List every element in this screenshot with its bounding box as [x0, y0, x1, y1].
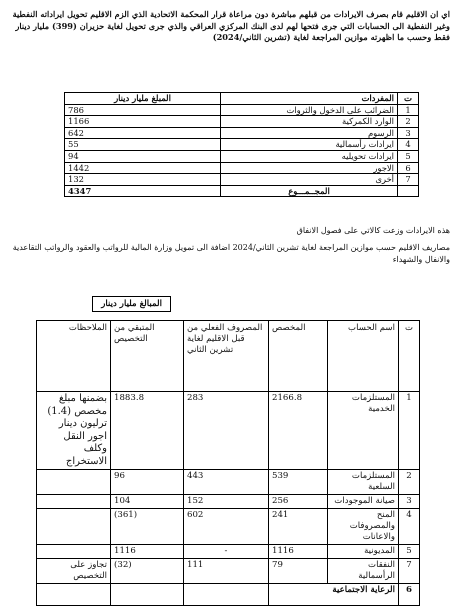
row-num: 1 [398, 104, 419, 116]
row-item: الاجور [221, 162, 398, 174]
header-item: المفردات [221, 93, 398, 105]
row-num: 1 [399, 392, 420, 470]
row-num: 6 [399, 584, 420, 606]
row-allocated: 539 [269, 470, 328, 495]
row-account: المستلزمات السلعية [328, 470, 399, 495]
table-row [65, 139, 419, 151]
row-num: 3 [398, 127, 419, 139]
row-num: 4 [398, 139, 419, 151]
row-num: 2 [399, 470, 420, 495]
revenue-table [64, 92, 419, 197]
table-row [37, 559, 420, 584]
table-row [37, 470, 420, 495]
header-num: ت [398, 93, 419, 105]
table-row [37, 545, 420, 559]
header-notes: الملاحظات [37, 321, 111, 392]
row-num: 3 [399, 495, 420, 509]
spending-table-header [37, 321, 420, 392]
row-amount: 55 [65, 139, 221, 151]
distribution-text: هذه الايرادات وزعت كالاتي على فصول الانفاق [296, 226, 450, 235]
row-item: الضرائب على الدخول والثروات [221, 104, 398, 116]
row-num: 5 [398, 150, 419, 162]
row-account: صيانة الموجودات [328, 495, 399, 509]
revenue-table-header [65, 93, 419, 105]
table-row [65, 150, 419, 162]
row-item: أخرى [221, 174, 398, 186]
row-spent: - [184, 545, 269, 559]
row-remaining [111, 584, 184, 606]
table-row [65, 127, 419, 139]
total-label: المجــمـــوع [221, 185, 398, 197]
row-spent: 602 [184, 509, 269, 545]
table-row [37, 509, 420, 545]
row-amount: 94 [65, 150, 221, 162]
row-notes [37, 470, 111, 495]
table-row [65, 162, 419, 174]
row-notes [37, 545, 111, 559]
row-notes: تجاوز على التخصيص [37, 559, 111, 584]
row-notes [37, 495, 111, 509]
row-amount: 1166 [65, 116, 221, 128]
row-remaining: (361) [111, 509, 184, 545]
row-remaining: 104 [111, 495, 184, 509]
table-row [65, 116, 419, 128]
row-spent [184, 584, 269, 606]
row-account: المديونية [328, 545, 399, 559]
header-num: ت [399, 321, 420, 392]
row-notes [37, 584, 111, 606]
row-num: 4 [399, 509, 420, 545]
row-num: 6 [398, 162, 419, 174]
row-account: النفقات الرأسمالية [328, 559, 399, 584]
row-spent: 283 [184, 392, 269, 470]
row-num: 5 [399, 545, 420, 559]
table-row [37, 392, 420, 470]
total-num [398, 185, 419, 197]
row-item: الوارد الكمركية [221, 116, 398, 128]
row-remaining: 1883.8 [111, 392, 184, 470]
row-remaining: 1116 [111, 545, 184, 559]
row-allocated: 256 [269, 495, 328, 509]
row-item: الرسوم [221, 127, 398, 139]
spending-table [36, 320, 420, 606]
row-allocated: 2166.8 [269, 392, 328, 470]
header-spent: المصروف الفعلي من قبل الاقليم لغاية تشرين الثاني [184, 321, 269, 392]
row-num: 7 [399, 559, 420, 584]
row-amount: 642 [65, 127, 221, 139]
table-row [37, 584, 420, 606]
row-amount: 786 [65, 104, 221, 116]
row-amount: 1442 [65, 162, 221, 174]
header-amount: المبلغ مليار دينار [65, 93, 221, 105]
total-amount: 4347 [65, 185, 221, 197]
row-account: المستلزمات الخدمية [328, 392, 399, 470]
row-account: الرعاية الاجتماعية [269, 584, 399, 606]
total-row [65, 185, 419, 197]
expenditure-text: مصاريف الاقليم حسب موازين المراجعة لغاية تشرين الثاني/2024 اضافة الى تمويل وزارة المالية للرواتب والعقود والرواتب التقاعدية والانفال والشهداء [12, 243, 450, 264]
header-account: اسم الحساب [328, 321, 399, 392]
row-spent: 443 [184, 470, 269, 495]
row-item: ايرادات تحويليه [221, 150, 398, 162]
row-spent: 152 [184, 495, 269, 509]
row-remaining: 96 [111, 470, 184, 495]
row-account: المنح والمصروفات والاعانات [328, 509, 399, 545]
table-row [37, 495, 420, 509]
row-notes [37, 509, 111, 545]
table-row [65, 104, 419, 116]
row-item: ايرادات رأسمالية [221, 139, 398, 151]
row-allocated: 1116 [269, 545, 328, 559]
header-remaining: المتبقي من التخصيص [111, 321, 184, 392]
unit-label: المبالغ مليار دينار [92, 296, 171, 312]
row-num: 2 [398, 116, 419, 128]
row-notes: بضمنها مبلغ مخصص (1.4) ترليون دينار اجور النقل وكلف الاستخراج [37, 392, 111, 470]
row-num: 7 [398, 174, 419, 186]
row-allocated: 241 [269, 509, 328, 545]
intro-paragraph: اي ان الاقليم قام بصرف الايرادات من قبلهم مباشرة دون مراعاة قرار المحكمة الاتحادية الذي الزم الاقليم تحويل ايراداته النفطية وغير النفطية الى الحسابات التي جرى فتحها لهم لدى البنك المركزي العراقي والذي جرى تحويل لغاية حزيران (399) مليار دينار فقط وحسب ما اظهرته موازين المراجعة لغاية (تشرين الثاني/2024) [12, 9, 450, 43]
row-spent: 111 [184, 559, 269, 584]
row-amount: 132 [65, 174, 221, 186]
table-row [65, 174, 419, 186]
header-allocated: المخصص [269, 321, 328, 392]
row-remaining: (32) [111, 559, 184, 584]
row-allocated: 79 [269, 559, 328, 584]
